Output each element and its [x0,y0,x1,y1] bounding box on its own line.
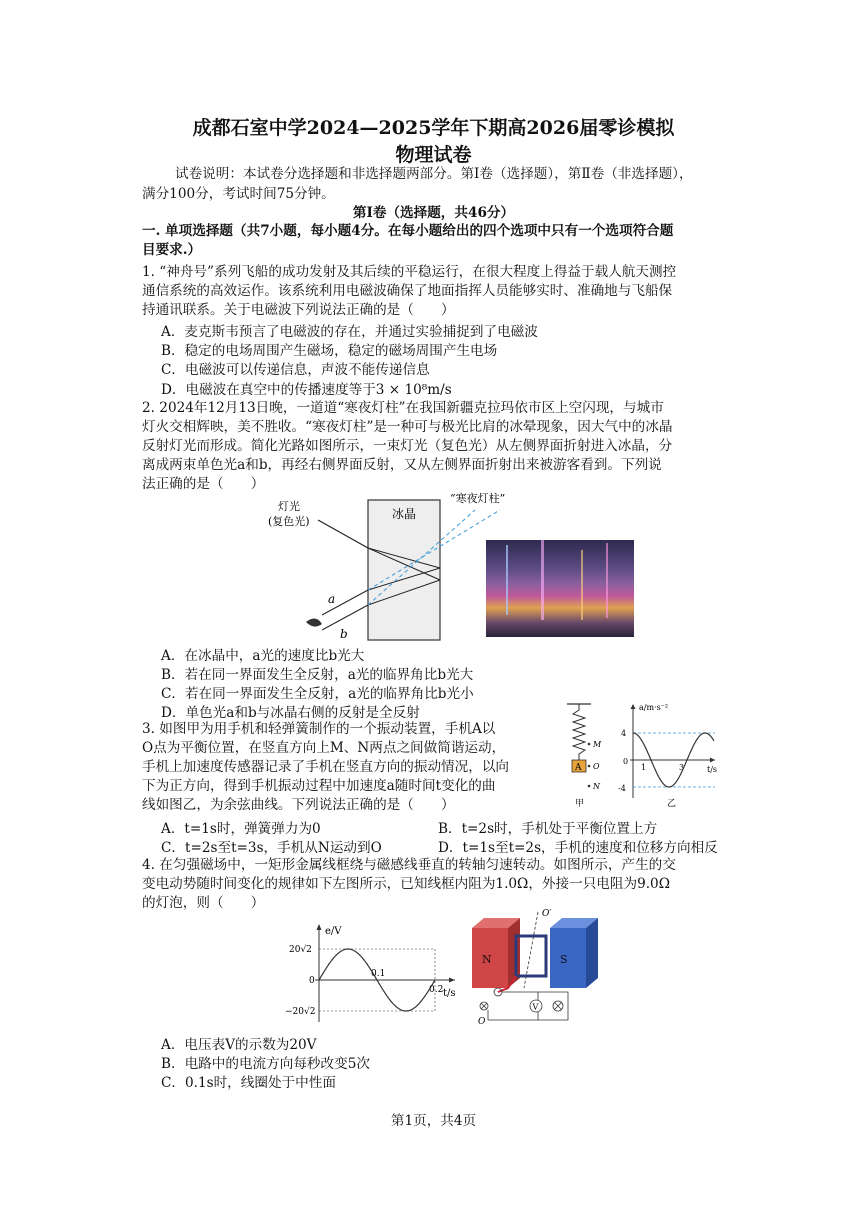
y-tick-neg4: -4 [618,784,626,793]
question-text: 2. 2024年12月13日晚，一道道“寒夜灯柱”在我国新疆克拉玛依市区上空闪现，与城市 [142,400,664,416]
question-text: 反射灯光而形成。简化光路如图所示，一束灯光（复色光）从左侧界面折射进入冰晶，分 [142,438,673,454]
ray-b-label: b [340,627,348,641]
emf-graph [285,922,465,1027]
spring [573,704,585,760]
option-c: C．若在同一界面发生全反射，a光的临界角比b光小 [161,686,474,702]
question-text: 离成两束单色光a和b，再经右侧界面反射，又从左侧界面折射出来被游客看到。下列说 [142,457,662,473]
y-tick-4: 4 [621,729,627,738]
option-d: D．电磁波在真空中的传播速度等于3 × 10⁸m/s [161,382,452,398]
question-text: 通信系统的高效运作。该系统利用电磁波确保了地面指挥人员能够实时、准确地与飞船保 [142,283,673,299]
light-pillar [581,550,583,620]
page-number: 第1页，共4页 [390,1113,477,1129]
incident-ray [318,520,368,548]
phone-label: A [575,763,582,773]
question-text: 1. “神舟号”系列飞船的成功发射及其后续的平稳运行，在很大程度上得益于载人航天测控 [142,264,677,280]
spring-oscillator-figure [555,698,730,810]
figure-jia-label: 甲 [575,799,585,809]
question-text: 3. 如图甲为用手机和轻弹簧制作的一个振动装置，手机A以 [142,721,496,737]
light-pillar [541,540,544,620]
option-c: C．t=2s至t=3s，手机从N运动到O [161,840,382,856]
question-text: 变电动势随时间变化的规律如下左图所示，已知线框内阻为1.0Ω，外接一只电阻为9.0Ω [142,876,670,892]
y-tick-bottom: −20√2 [285,1007,316,1017]
y-tick-zero: 0 [309,976,315,986]
generator-figure [468,908,608,1028]
axis-bottom-label: O [478,1017,486,1027]
lamp-sublabel: (复色光) [268,515,310,528]
y-tick-top: 20√2 [289,945,312,955]
x-tick-1: 1 [641,763,647,772]
option-d: D．单色光a和b与冰晶右侧的反射是全反射 [161,705,420,721]
question-text: 法正确的是（ ） [142,476,265,492]
question-text: 持通讯联系。关于电磁波下列说法正确的是（ ） [142,302,455,318]
voltmeter-label: V [532,1002,539,1012]
option-b: B．稳定的电场周围产生磁场，稳定的磁场周围产生电场 [161,343,498,359]
figure-yi-label: 乙 [667,799,677,809]
magnet-s [550,928,586,988]
question-text: 4. 在匀强磁场中，一矩形金属线框绕与磁感线垂直的转轴匀速转动。如图所示，产生的交 [142,857,676,873]
y-axis-label: a/m·s⁻² [639,703,669,712]
question-text: 线如图乙，为余弦曲线。下列说法正确的是（ ） [142,797,455,813]
x-axis-label: t/s [707,765,718,774]
section-instruction: 目要求.） [142,242,202,258]
lamp-label: 灯光 [278,500,300,513]
option-a: A．在冰晶中，a光的速度比b光大 [161,648,365,664]
point-n-label: N [593,782,600,791]
ice-crystal-block [368,500,440,640]
paper-title: 成都石室中学2024—2025学年下期高2026届零诊模拟 [192,117,675,139]
axis-top-label: O′ [542,909,552,919]
x-axis-label: t/s [443,988,456,999]
section-instruction: 一. 单项选择题（共7小题，每小题4分。在每小题给出的四个选项中只有一个选项符合题 [142,223,674,239]
option-d: D．t=1s至t=2s，手机的速度和位移方向相反 [438,840,718,856]
light-pillar [506,545,508,615]
intro-line: 满分100分，考试时间75分钟。 [142,186,335,202]
light-pillar [606,543,608,618]
question-text: 手机上加速度传感器记录了手机在竖直方向的振动情况，以向 [142,759,510,775]
ice-pillar-photo [486,540,634,637]
x-tick-3: 3 [679,763,685,772]
intro-line: 试卷说明：本试卷分选择题和非选择题两部分。第Ⅰ卷（选择题），第Ⅱ卷（非选择题）， [175,166,693,182]
eye-icon [306,618,322,626]
option-a: A．t=1s时，弹簧弹力为0 [161,821,321,837]
section-heading: 第Ⅰ卷（选择题，共46分） [352,205,515,221]
x-tick-0.2: 0.2 [429,985,444,995]
point-o-label: O [593,762,600,771]
ray-a-label: a [328,592,336,606]
option-c: C．0.1s时，线圈处于中性面 [161,1075,336,1091]
option-a: A．电压表V的示数为20V [161,1037,317,1053]
question-text: 下为正方向，得到手机振动过程中加速度a随时间t变化的曲 [142,778,496,794]
y-tick-0: 0 [623,757,629,766]
option-b: B．电路中的电流方向每秒改变5次 [161,1056,370,1072]
coil-loop [516,936,546,976]
option-a: A．麦克斯韦预言了电磁波的存在，并通过实验捕捉到了电磁波 [161,324,538,340]
paper-subtitle: 物理试卷 [395,144,472,166]
question-text: O点为平衡位置，在竖直方向上M、N两点之间做简谐运动， [142,740,506,756]
y-axis-label: e/V [325,926,342,937]
crystal-label: 冰晶 [392,507,417,521]
question-text: 灯火交相辉映，美不胜收。“寒夜灯柱”是一种可与极光比肩的冰晕现象，因大气中的冰晶 [142,419,673,435]
option-b: B．t=2s时，手机处于平衡位置上方 [438,821,658,837]
magnet-s-label: S [560,953,568,966]
question-text: 的灯泡，则（ ） [142,895,265,911]
x-tick-0.1: 0.1 [371,969,386,979]
point-m-label: M [593,740,602,749]
pillar-label: “寒夜灯柱” [450,492,506,505]
magnet-n-label: N [482,953,492,966]
option-b: B．若在同一界面发生全反射，a光的临界角比b光大 [161,667,474,683]
option-c: C．电磁波可以传递信息，声波不能传递信息 [161,362,430,378]
